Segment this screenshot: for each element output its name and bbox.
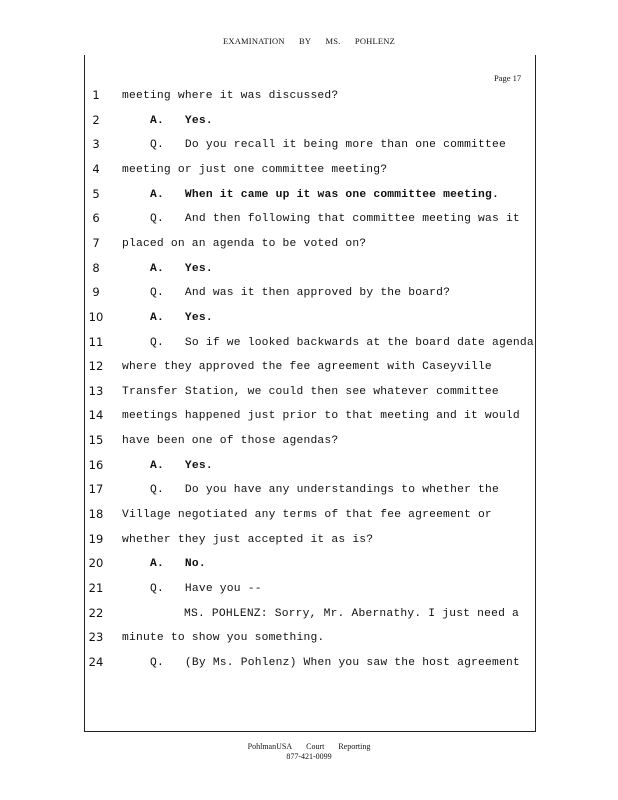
line-number: 5 [92, 186, 100, 201]
line-number: 6 [92, 211, 100, 226]
footer-court: Court [306, 742, 325, 751]
transcript-line: meeting where it was discussed? [122, 90, 339, 102]
page-header [0, 36, 618, 46]
line-number: 1 [92, 88, 100, 102]
transcript-line: meeting or just one committee meeting? [122, 163, 388, 176]
transcript-line: Transfer Station, we could then see whatever committee [122, 385, 499, 398]
line-number: 13 [88, 383, 104, 398]
transcript-line: Q. And then following that committee meeting was it [150, 213, 520, 226]
transcript-line: A. Yes. [150, 311, 213, 324]
header-name: POHLENZ [354, 36, 396, 46]
line-number: 23 [88, 630, 104, 645]
transcript-line: Q. Do you have any understandings to whether the [150, 484, 499, 497]
line-number: 8 [92, 260, 100, 275]
header-initials: MS. [325, 36, 341, 46]
line-number: 24 [88, 654, 104, 669]
line-number: 9 [92, 285, 100, 300]
line-number: 11 [88, 334, 104, 349]
footer-company: PohlmanUSA [247, 742, 293, 751]
line-number: 21 [88, 581, 104, 595]
line-number: 20 [88, 556, 104, 571]
page-footer [0, 742, 618, 762]
transcript-line: A. When it came up it was one committee meeting. [150, 188, 499, 201]
line-number: 12 [88, 359, 104, 374]
line-number: 22 [88, 605, 104, 620]
transcript-line: A. Yes. [150, 114, 213, 127]
line-number: 7 [92, 235, 100, 250]
page-number: Page 17 [494, 73, 522, 83]
transcript-line: Village negotiated any terms of that fee agreement or [122, 509, 492, 522]
line-number: 4 [92, 161, 100, 176]
header-by: BY [299, 36, 312, 46]
header-section: EXAMINATION [222, 36, 285, 46]
line-number: 14 [88, 408, 104, 423]
transcript-line: meetings happened just prior to that meeting and it would [122, 410, 520, 423]
line-number: 16 [88, 457, 104, 472]
transcript-line: Q. (By Ms. Pohlenz) When you saw the host agreement [150, 656, 520, 669]
transcript-line: have been one of those agendas? [122, 435, 339, 448]
line-number: 17 [88, 482, 104, 497]
footer-phone: 877-421-0099 [286, 752, 332, 761]
line-number: 2 [92, 112, 100, 127]
line-number: 10 [88, 309, 104, 324]
transcript-line: Q. Do you recall it being more than one committee [150, 139, 506, 152]
transcript-line: minute to show you something. [122, 632, 325, 645]
line-number: 15 [88, 433, 104, 448]
transcript-line: MS. POHLENZ: Sorry, Mr. Abernathy. I just need a [184, 607, 520, 620]
transcript-line: A. Yes. [150, 459, 213, 472]
transcript-line: Q. So if we looked backwards at the board date agenda [150, 336, 534, 349]
transcript-line: A. Yes. [150, 262, 213, 275]
footer-reporting: Reporting [338, 742, 371, 751]
transcript-line: whether they just accepted it as is? [122, 533, 374, 546]
line-number: 3 [92, 137, 100, 152]
transcript-line: A. No. [150, 558, 206, 571]
line-number: 18 [88, 507, 104, 522]
transcript-line: Q. Have you -- [150, 583, 262, 595]
transcript-line: placed on an agenda to be voted on? [122, 237, 367, 250]
transcript-line: Q. And was it then approved by the board? [150, 287, 451, 300]
transcript-line: where they approved the fee agreement with Caseyville [122, 361, 492, 374]
line-number: 19 [88, 531, 104, 546]
